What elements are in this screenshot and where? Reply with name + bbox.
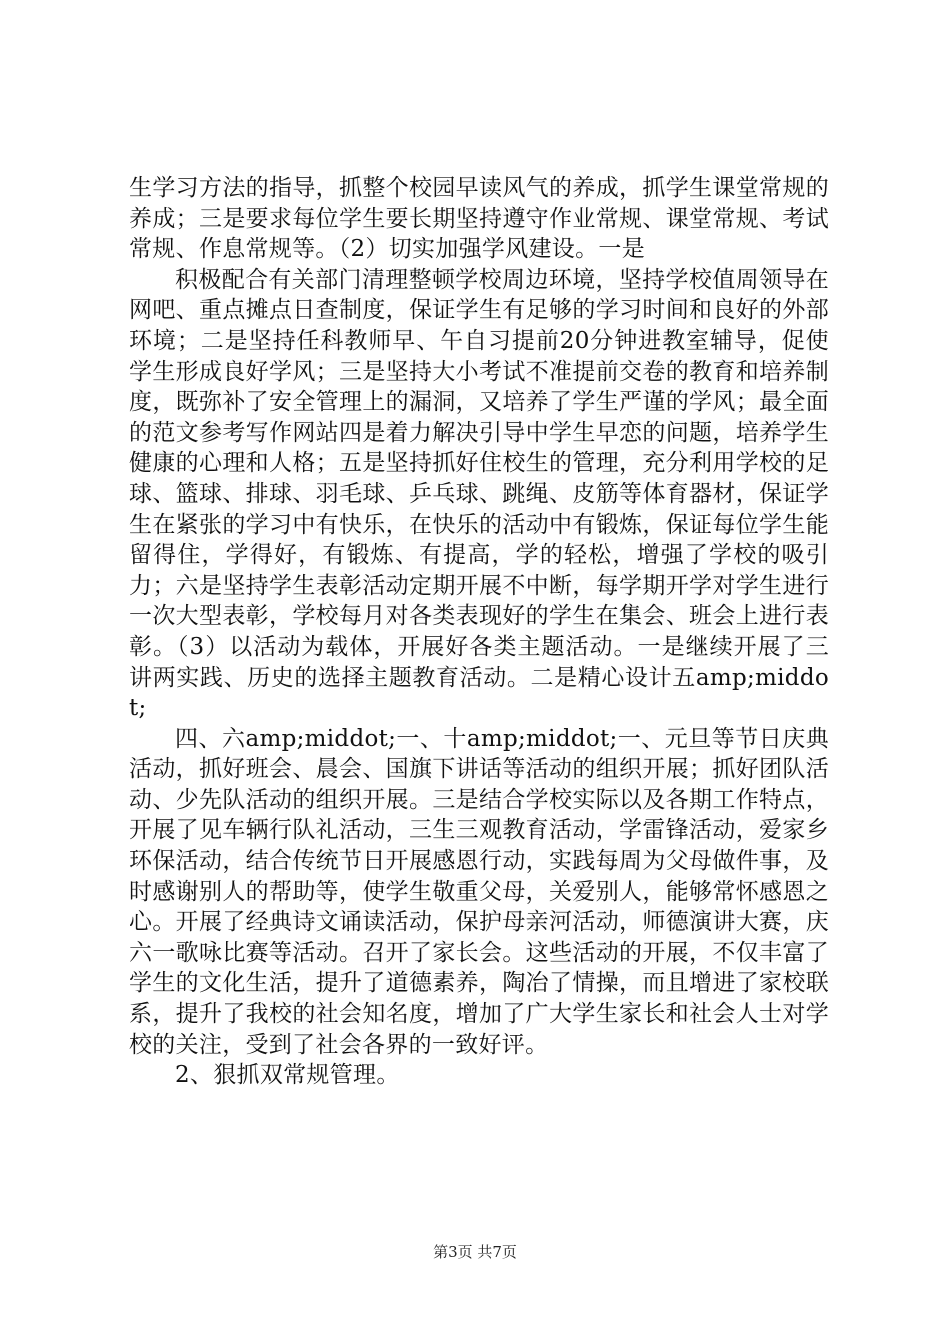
paragraph-2: 积极配合有关部门清理整顿学校周边环境，坚持学校值周领导在网吧、重点摊点日查制度，保证学生有足够的学习时间和良好的外部环境；二是坚持任科教师早、午自习提前20分钟进教室辅导，促使学生形成良好学风；三是坚持大小考试不准提前交卷的教育和培养制度，既弥补了安全管理上的漏洞，又培养了学生严谨的学风；最全面的范文参考写作网站四是着力解决引导中学生早恋的问题，培养学生健康的心理和人格；五是坚持抓好住校生的管理，充分利用学校的足球、篮球、排球、羽毛球、乒乓球、跳绳、皮筋等体育器材，保证学生在紧张的学习中有快乐，在快乐的活动中有锻炼，保证每位学生能留得住，学得好，有锻炼、有提高，学的轻松，增强了学校的吸引力；六是坚持学生表彰活动定期开展不中断，每学期开学对学生进行一次大型表彰，学校每月对各类表现好的学生在集会、班会上进行表彰。（3）以活动为载体，开展好各类主题活动。一是继续开展了三讲两实践、历史的选择主题教育活动。二是精心设计五amp;middot; bbox=[129, 266, 829, 722]
paragraph-1: 生学习方法的指导，抓整个校园早读风气的养成，抓学生课堂常规的养成；三是要求每位学生要长期坚持遵守作业常规、课堂常规、考试常规、作息常规等。（2）切实加强学风建设。一是 bbox=[129, 175, 829, 263]
page-number-footer: 第3页 共7页 bbox=[433, 1243, 517, 1261]
document-body bbox=[129, 173, 829, 1091]
paragraph-4: 2、狠抓双常规管理。 bbox=[175, 1062, 400, 1089]
paragraph-3: 四、六amp;middot;一、十amp;middot;一、元旦等节日庆典活动，抓好班会、晨会、国旗下讲话等活动的组织开展；抓好团队活动、少先队活动的组织开展。三是结合学校实际以及各期工作特点，开展了见车辆行队礼活动，三生三观教育活动，学雷锋活动，爱家乡环保活动，结合传统节日开展感恩行动，实践每周为父母做件事，及时感谢别人的帮助等，使学生敬重父母，关爱别人，能够常怀感恩之心。开展了经典诗文诵读活动，保护母亲河活动，师德演讲大赛，庆六一歌咏比赛等活动。召开了家长会。这些活动的开展，不仅丰富了学生的文化生活，提升了道德素养，陶冶了情操，而且增进了家校联系，提升了我校的社会知名度，增加了广大学生家长和社会人士对学校的关注，受到了社会各界的一致好评。 bbox=[129, 725, 829, 1058]
